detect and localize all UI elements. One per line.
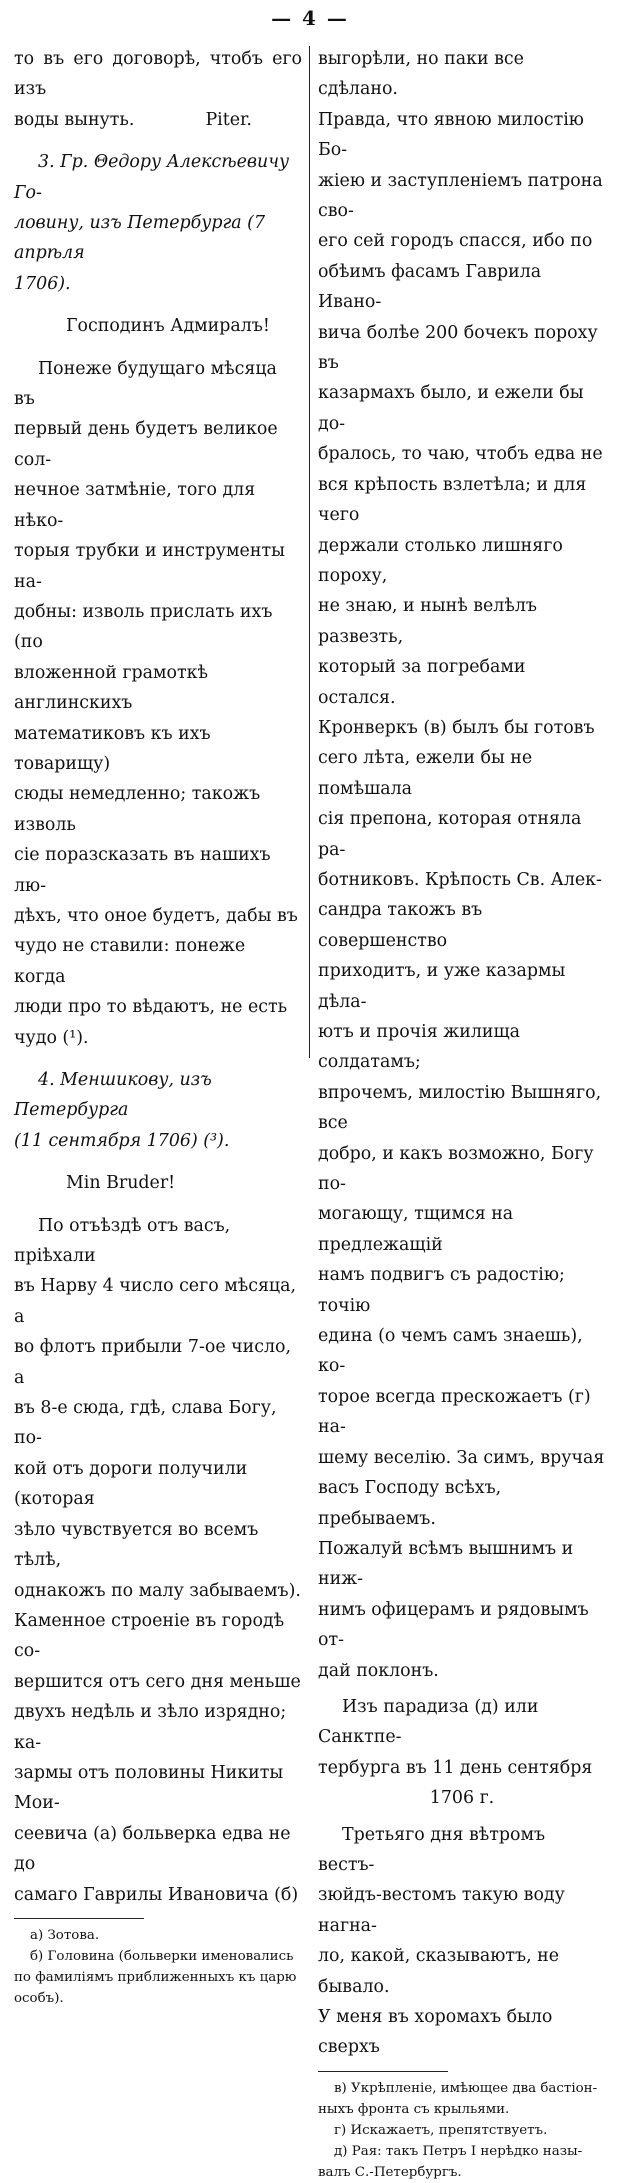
text-line: математиковъ къ ихъ товарищу) xyxy=(14,723,211,774)
footnote: ныхъ фронта съ крыльями. xyxy=(318,2101,510,2117)
salutation: Господинъ Адмиралъ! xyxy=(66,316,270,337)
spacer xyxy=(14,1053,302,1065)
text-line: кой отъ дороги получили (которая xyxy=(14,1458,248,1510)
text-line: зармы отъ половины Никиты Мои- xyxy=(14,1762,284,1814)
dateline: 1706 г. xyxy=(429,1788,495,1809)
footnote: валъ С.-Петербургъ. xyxy=(318,2164,462,2180)
text-line: въ 8-е сюда, гдѣ, слава Богу, по- xyxy=(14,1398,277,1449)
text-line: вложенной грамоткѣ англинскихъ xyxy=(14,662,208,714)
text-line: чудо не ставили: понеже когда xyxy=(14,936,246,987)
text-line: Пожалуй всѣмъ вышнимъ и ниж- xyxy=(318,1538,574,1590)
text-line: сего лѣта, ежели бы не помѣшала xyxy=(318,748,533,799)
letter-heading-4: (11 сентября 1706) (³). xyxy=(14,1130,230,1151)
text-line: выгорѣли, но паки все сдѣлано. xyxy=(318,49,524,100)
text-line: зюйдъ-вестомъ такую воду нагна- xyxy=(318,1885,565,1936)
text-line: чудо (¹). xyxy=(14,1027,89,1048)
text-line: вся крѣпость взлетѣла; и для чего xyxy=(318,474,587,526)
footnote: в) Укрѣпленіе, имѣющее два бастіон- xyxy=(334,2080,598,2096)
text-line: зѣло чувствуется во всемъ тѣлѣ, xyxy=(14,1519,259,1571)
text-line: дѣхъ, что оное будетъ, дабы въ xyxy=(14,905,298,926)
text-line: во флотъ прибыли 7-ое число, а xyxy=(14,1337,292,1388)
footnotes xyxy=(14,1925,302,2009)
text-line: приходитъ, и уже казармы дѣла- xyxy=(318,961,566,1012)
letter-signature: Piter. xyxy=(205,109,252,130)
text-line: По отъѣздѣ отъ васъ, пріѣхали xyxy=(14,1215,231,1267)
text-line: шему веселію. За симъ, вручая xyxy=(318,1447,605,1468)
text-line: дай поклонъ. xyxy=(318,1660,439,1681)
text-line: держали столько лишняго пороху, xyxy=(318,535,563,586)
text-line: Понеже будущаго мѣсяца въ xyxy=(14,358,277,410)
letter-heading-4: 4. Меншикову, изъ Петербурга xyxy=(14,1070,212,1121)
text-line: нимъ офицерамъ и рядовымъ от- xyxy=(318,1599,589,1651)
salutation: Min Bruder! xyxy=(66,1173,176,1194)
footnote: г) Искажаетъ, препятствуетъ. xyxy=(334,2122,548,2138)
footnote: особъ). xyxy=(14,1990,64,2006)
text-line: сеевича (а) больверка едва не до xyxy=(14,1823,291,1875)
text-line: сандра такожъ въ совершенство xyxy=(318,900,483,951)
spacer xyxy=(14,1199,302,1211)
text-line: нечное затмѣніе, того для нѣко- xyxy=(14,480,256,531)
text-line: жіею и заступленіемъ патрона сво- xyxy=(318,170,603,222)
text-line: Каменное строеніе въ городѣ со- xyxy=(14,1610,285,1662)
text-line: первый день будетъ великое сол- xyxy=(14,419,278,470)
letter-heading-3: 1706). xyxy=(14,273,71,294)
left-column xyxy=(14,44,302,2009)
footnote-rule xyxy=(318,2071,448,2072)
text-line: не знаю, и нынѣ велѣлъ развезть, xyxy=(318,596,537,647)
text-line: двухъ недѣль и зѣло изрядно; ка- xyxy=(14,1702,287,1753)
text-line: ло, какой, сказываютъ, не бывало. xyxy=(318,1946,560,1997)
text-line: У меня въ хоромахъ было сверхъ xyxy=(318,2007,553,2058)
spacer xyxy=(14,1156,302,1168)
text-line: обѣимъ фасамъ Гаврила Ивано- xyxy=(318,261,542,313)
text-line: намъ подвигъ съ радостію; точію xyxy=(318,1265,565,1316)
text-line: сюды немедленно; такожъ изволь xyxy=(14,784,261,835)
text-line: добро, и какъ возможно, Богу по- xyxy=(318,1143,594,1195)
text-line: его сей городъ спасся, ибо по xyxy=(318,231,593,252)
text-line: васъ Господу всѣхъ, пребываемъ. xyxy=(318,1478,502,1529)
continuation-text: воды вынуть. xyxy=(14,109,135,130)
letter-heading-3: ловину, изъ Петербурга (7 апрѣля xyxy=(14,213,266,264)
text-line: ютъ и прочія жилища солдатамъ; xyxy=(318,1022,520,1073)
text-line: ботниковъ. Крѣпость Св. Алек- xyxy=(318,869,602,890)
text-line: люди про то вѣдаютъ, не есть xyxy=(14,997,288,1018)
text-line: который за погребами остался. xyxy=(318,657,526,708)
footnote: по фамиліямъ приближенныхъ къ царю xyxy=(14,1969,297,1985)
text-line: вича болѣе 200 бочекъ пороху въ xyxy=(318,322,598,374)
spacer xyxy=(14,342,302,354)
text-line: добны: изволь прислать ихъ (по xyxy=(14,601,273,653)
text-line: Кронверкъ (в) былъ бы готовъ xyxy=(318,717,595,738)
text-line: Третьяго дня вѣтромъ вестъ- xyxy=(318,1824,546,1875)
dateline: Изъ парадиза (д) или Санктпе- xyxy=(318,1696,539,1748)
letter-heading-3: 3. Гр. Θедору Алексѣевичу Го- xyxy=(14,152,290,203)
continuation-line xyxy=(14,105,302,135)
text-line: въ Нарву 4 число сего мѣсяца, а xyxy=(14,1276,297,1327)
right-column xyxy=(318,44,606,2183)
continuation-line: то въ его договорѣ, чтобъ его изъ xyxy=(14,49,302,100)
text-line: самаго Гаврилы Ивановича (б) xyxy=(14,1884,299,1905)
text-line: могающу, тщимся на предлежащій xyxy=(318,1204,514,1255)
text-line: едина (о чемъ самъ знаешь), ко- xyxy=(318,1326,583,1377)
text-line: Правда, что явною милостію Бо- xyxy=(318,109,584,161)
text-line: вершится отъ сего дня меньше xyxy=(14,1671,301,1692)
footnote: а) Зотова. xyxy=(30,1927,100,1943)
dateline: тербурга въ 11 день сентября xyxy=(318,1757,593,1778)
footnote: б) Головина (больверки именовались xyxy=(30,1948,294,1964)
text-line: сія препона, которая отняла ра- xyxy=(318,809,582,860)
footnote: д) Рая: такъ Петръ I нерѣдко назы- xyxy=(334,2143,583,2159)
spacer xyxy=(14,135,302,147)
text-line: торыя трубки и инструменты на- xyxy=(14,541,285,592)
text-line: торое всегда прескожаетъ (г) на- xyxy=(318,1386,591,1438)
column-divider xyxy=(309,46,310,1058)
page-number: — 4 — xyxy=(271,6,349,30)
text-line: казармахъ было, и ежели бы до- xyxy=(318,383,584,434)
footnotes xyxy=(318,2078,606,2183)
text-line: сіе поразсказать въ нашихъ лю- xyxy=(14,845,271,896)
spacer xyxy=(14,299,302,311)
text-line: однакожъ по малу забываемъ). xyxy=(14,1580,301,1601)
footnote-rule xyxy=(14,1918,144,1919)
text-line: бралось, то чаю, чтобъ едва не xyxy=(318,444,603,465)
text-line: впрочемъ, милостію Вышняго, все xyxy=(318,1082,602,1134)
